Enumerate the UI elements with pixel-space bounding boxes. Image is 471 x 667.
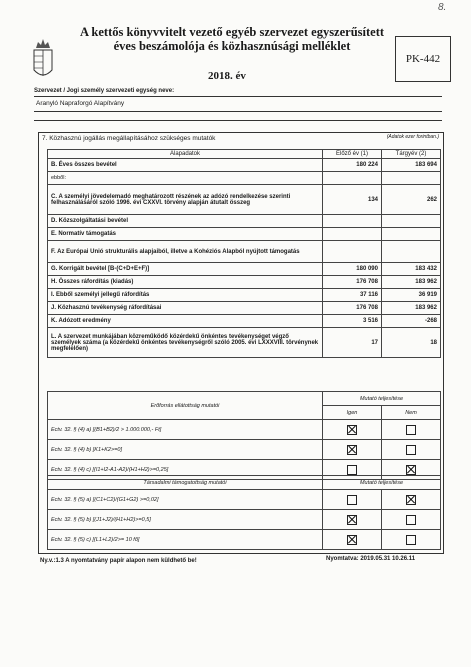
footer-version-note: Ny.v.:1.3 A nyomtatvány papír alapon nem küldhető be! [40,558,197,564]
table-row [48,315,441,328]
social-fulfilment-heading: Mutató teljesítése [323,476,441,490]
indicator-yes-cell [323,530,382,550]
table-header-row [48,150,441,159]
checked-checkbox[interactable] [406,495,416,505]
current-year-value [382,241,441,263]
current-year-value [382,215,441,228]
row-label: I. Ebből személyi jellegű ráfordítás [48,289,323,302]
current-year-value: 262 [382,185,441,215]
row-label: K. Adózott eredmény [48,315,323,328]
indicator-row [48,530,441,550]
social-indicators-table [47,475,441,550]
table-row [48,302,441,315]
current-year-value [382,228,441,241]
form-header [32,20,452,90]
row-label: ebből: [48,172,323,185]
page-marker: 8. [438,2,447,13]
prev-year-value: 3 516 [323,315,382,328]
form-title [62,25,402,53]
row-label: B. Éves összes bevétel [48,159,323,172]
social-heading: Társadalmi támogatottság mutatói [48,476,323,490]
table-row [48,289,441,302]
indicator-row [48,440,441,460]
prev-year-value [323,215,382,228]
table-row [48,241,441,263]
table-row [48,172,441,185]
indicator-yes-cell [323,420,382,440]
row-label: H. Összes ráfordítás (kiadás) [48,276,323,289]
column-header-prev: Előző év (1) [323,150,382,159]
resource-fulfilment-heading: Mutató teljesítése [323,392,441,406]
prev-year-value: 134 [323,185,382,215]
indicator-no-cell [382,530,441,550]
column-header-curr: Tárgyév (2) [382,150,441,159]
indicator-yes-cell [323,440,382,460]
unit-note: (Adatok ezer forintban.) [386,134,439,140]
table-row [48,159,441,172]
indicator-no-cell [382,510,441,530]
current-year-value: 183 694 [382,159,441,172]
prev-year-value [323,228,382,241]
prev-year-value [323,172,382,185]
footer-print-date: Nyomtatva: 2019.05.31 10.26.11 [326,556,416,562]
table-row [48,215,441,228]
current-year-value: 18 [382,328,441,358]
indicator-row [48,510,441,530]
form-code: PK-442 [405,53,441,65]
indicator-label: Ectv. 32. § (4) a) [(B1+B2)/2 > 1.000.000,- Ft] [48,420,323,440]
resource-heading: Erőforrás ellátottság mutatói [48,392,323,420]
checked-checkbox[interactable] [347,515,357,525]
row-label: C. A személyi jövedelemadó meghatározott részének az adózó rendelkezése szerinti felhasználásáról szóló 1996. évi CXXVI. törvény alapján átutalt összeg [48,185,323,215]
coat-of-arms-icon [32,36,54,82]
row-label: D. Közszolgáltatási bevétel [48,215,323,228]
checked-checkbox[interactable] [347,535,357,545]
title-line-2: éves beszámolója és közhasznúsági melléklet [113,39,351,53]
current-year-value: 183 962 [382,276,441,289]
row-label: F. Az Európai Unió strukturális alapjaiból, illetve a Kohéziós Alapból nyújtott támogatás [48,241,323,263]
row-label: E. Normatív támogatás [48,228,323,241]
organization-label: Szervezet / Jogi személy szervezeti egység neve: [34,88,175,94]
checkbox[interactable] [406,535,416,545]
prev-year-value: 37 116 [323,289,382,302]
indicator-label: Ectv. 32. § (5) a) [(C1+C2)/(G1+G2) >=0,02] [48,490,323,510]
indicator-row [48,490,441,510]
current-year-value: 36 919 [382,289,441,302]
resource-heading-row [48,392,441,406]
title-line-1: A kettős könyvvitelt vezető egyéb szervezet egyszerűsített [79,25,385,39]
checkbox[interactable] [347,465,357,475]
organization-extra-field [34,110,442,121]
no-heading: Nem [382,406,441,420]
row-label: L. A szervezet munkájában közreműködő közérdekű önkéntes tevékenységet végző személyek száma (a közérdekű önkéntes tevékenységről szóló 2005. évi LXXXVIII. törvénynek megfelelően) [48,328,323,358]
report-year: 2018. év [208,70,246,82]
indicator-no-cell [382,440,441,460]
prev-year-value: 180 090 [323,263,382,276]
indicators-section [38,132,444,554]
indicator-row [48,420,441,440]
prev-year-value: 176 708 [323,276,382,289]
checked-checkbox[interactable] [347,425,357,435]
table-row [48,263,441,276]
column-header-item: Alapadatok [48,150,323,159]
table-row [48,328,441,358]
indicator-no-cell [382,490,441,510]
indicator-label: Ectv. 32. § (5) c) [(L1+L2)/2>= 10 fő] [48,530,323,550]
checkbox[interactable] [406,515,416,525]
row-label: J. Közhasznú tevékenység ráfordításai [48,302,323,315]
prev-year-value [323,241,382,263]
resource-indicators-table [47,391,441,480]
table-row [48,228,441,241]
social-heading-row [48,476,441,490]
organization-name: Aranyló Napraforgó Alapítvány [36,100,125,107]
checkbox[interactable] [406,425,416,435]
form-code-box [395,36,451,82]
indicator-yes-cell [323,490,382,510]
indicator-label: Ectv. 32. § (4) c) [(I1+I2-A1-A2)/(H1+H2)>=0,25] [48,460,323,480]
yes-heading: Igen [323,406,382,420]
row-label: G. Korrigált bevétel [B-(C+D+E+F)] [48,263,323,276]
prev-year-value: 180 224 [323,159,382,172]
prev-year-value: 176 708 [323,302,382,315]
prev-year-value: 17 [323,328,382,358]
section-title: 7. Közhasznú jogállás megállapításához szükséges mutatók [42,135,216,142]
current-year-value: 183 432 [382,263,441,276]
checkbox[interactable] [347,495,357,505]
current-year-value: 183 962 [382,302,441,315]
checked-checkbox[interactable] [406,465,416,475]
base-data-table [47,149,441,358]
indicator-label: Ectv. 32. § (5) b) [(J1+J2)/(H1+H2)>=0,5] [48,510,323,530]
indicator-no-cell [382,420,441,440]
checkbox[interactable] [406,445,416,455]
current-year-value: -268 [382,315,441,328]
indicator-yes-cell [323,510,382,530]
current-year-value [382,172,441,185]
table-row [48,185,441,215]
checked-checkbox[interactable] [347,445,357,455]
indicator-label: Ectv. 32. § (4) b) [K1+K2>=0] [48,440,323,460]
table-row [48,276,441,289]
